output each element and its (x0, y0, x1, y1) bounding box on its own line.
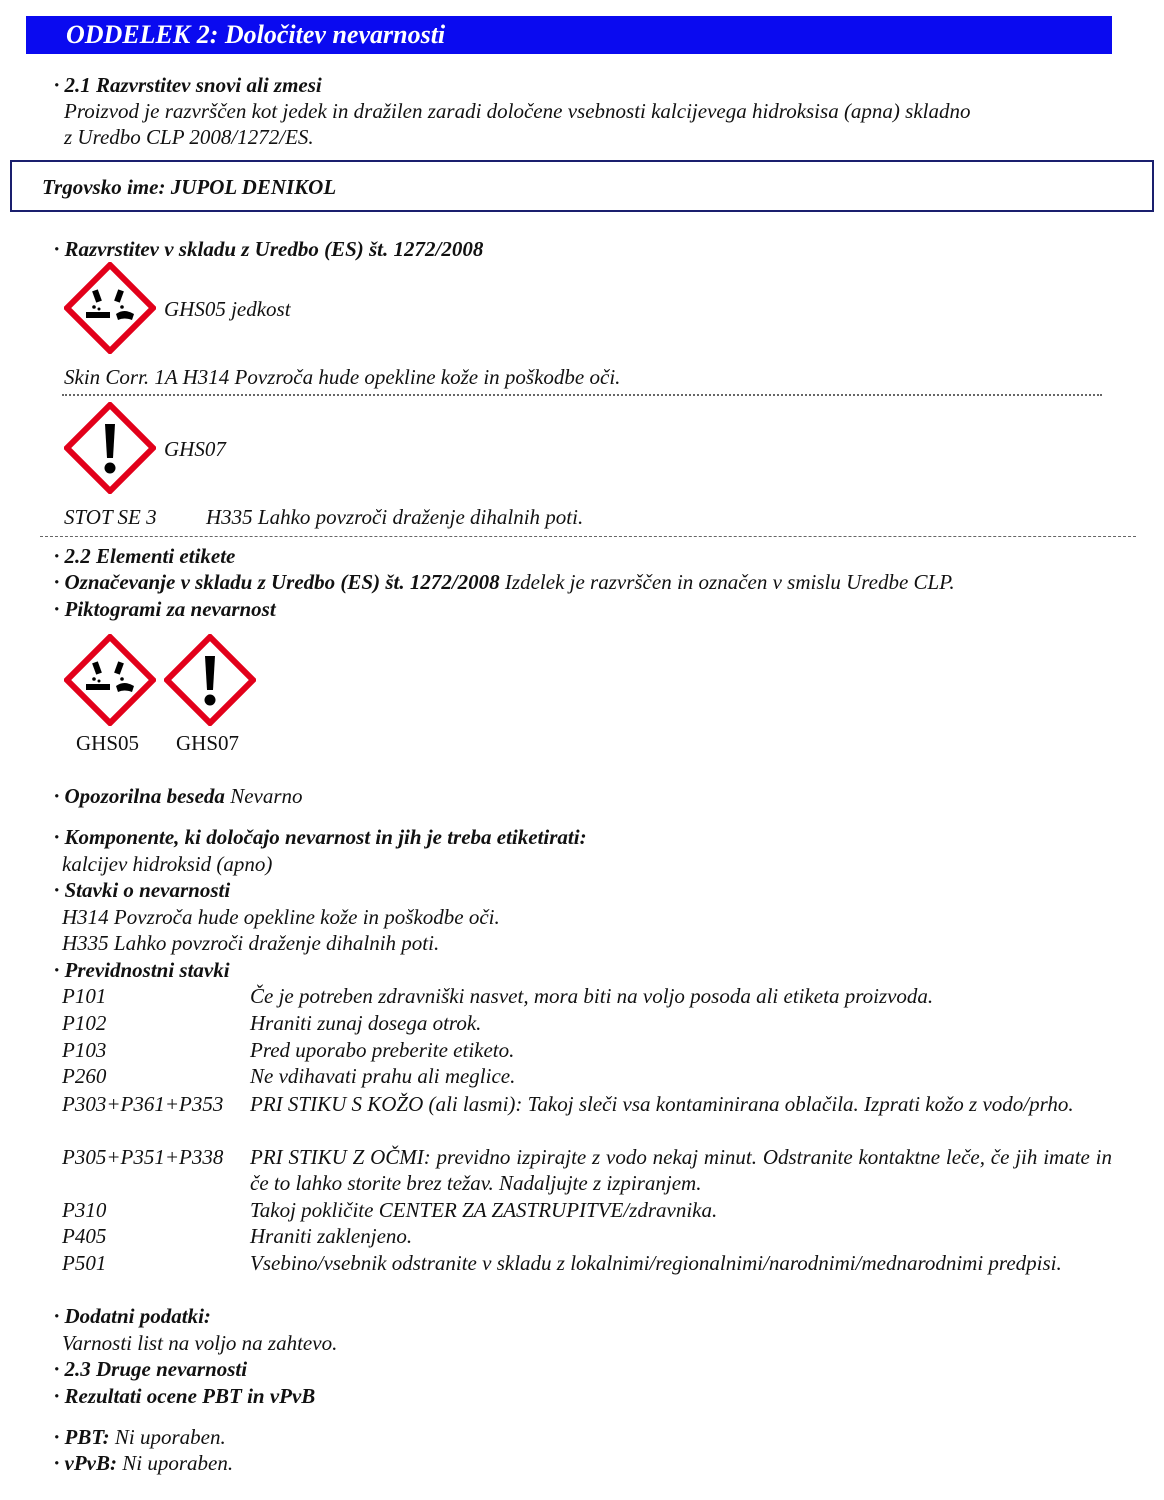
ghs05-label: GHS05 jedkost (164, 297, 291, 321)
precaution-code: P101 (62, 984, 107, 1008)
pictograms-heading: · Piktogrami za nevarnost (54, 597, 276, 621)
precaution-text: Če je potreben zdravniški nasvet, mora biti na voljo posoda ali etiketa proizvoda. (250, 984, 934, 1008)
precaution-code: P405 (62, 1224, 107, 1248)
precaution-code: P501 (62, 1251, 107, 1275)
trade-name-box (10, 160, 1154, 212)
section-title: ODDELEK 2: Določitev nevarnosti (66, 20, 446, 49)
labelling-line (54, 569, 955, 595)
precaution-code: P305+P351+P338 (62, 1145, 224, 1169)
corrosion-pictogram-icon (64, 634, 156, 726)
precaution-code: P303+P361+P353 (62, 1092, 224, 1116)
precaution-text: Hraniti zunaj dosega otrok. (250, 1011, 482, 1035)
exclamation-pictogram-icon (164, 634, 256, 726)
pbt-value: Ni uporaben. (109, 1425, 226, 1449)
additional-info-heading: · Dodatni podatki: (54, 1304, 211, 1328)
hazard-statement-h314: H314 Povzroča hude opekline kože in poškodbe oči. (62, 905, 500, 929)
dashed-divider (40, 536, 1136, 537)
precaution-text: Vsebino/vsebnik odstranite v skladu z lokalnimi/regionalnimi/narodnimi/mednarodnimi predpisi. (250, 1251, 1062, 1275)
vpvb-label: · vPvB: (54, 1451, 117, 1475)
precaution-text: Ne vdihavati prahu ali meglice. (250, 1064, 516, 1088)
heading-2-1: · 2.1 Razvrstitev snovi ali zmesi (54, 73, 322, 97)
skin-corr-line: Skin Corr. 1A H314 Povzroča hude opekline kože in poškodbe oči. (64, 365, 621, 389)
labelling-bold: · Označevanje v skladu z Uredbo (ES) št. 1272/2008 (54, 570, 500, 594)
section-header (26, 16, 1112, 54)
precautionary-heading: · Previdnostni stavki (54, 958, 230, 982)
classification-text-2: z Uredbo CLP 2008/1272/ES. (64, 125, 314, 149)
classification-heading: · Razvrstitev v skladu z Uredbo (ES) št. 1272/2008 (54, 237, 484, 261)
vpvb-line (54, 1450, 233, 1476)
pbt-line (54, 1424, 226, 1450)
hazard-statements-heading: · Stavki o nevarnosti (54, 878, 231, 902)
components-text: kalcijev hidroksid (apno) (62, 852, 273, 876)
precaution-code: P310 (62, 1198, 107, 1222)
ghs07-label: GHS07 (164, 437, 226, 461)
additional-info-text: Varnosti list na voljo na zahtevo. (62, 1331, 338, 1355)
pictogram-caption-ghs05: GHS05 (76, 731, 140, 755)
stot-code: STOT SE 3 (64, 505, 157, 529)
classification-text-1: Proizvod je razvrščen kot jedek in dražilen zaradi določene vsebnosti kalcijevega hidroksisa (apna) skladno (64, 99, 971, 123)
vpvb-value: Ni uporaben. (116, 1451, 234, 1475)
stot-text: H335 Lahko povzroči draženje dihalnih poti. (206, 505, 584, 529)
signal-word-label: · Opozorilna beseda (54, 784, 225, 808)
heading-2-2: · 2.2 Elementi etikete (54, 544, 236, 568)
pbt-results-heading: · Rezultati ocene PBT in vPvB (54, 1384, 316, 1408)
hazard-statement-h335: H335 Lahko povzroči draženje dihalnih poti. (62, 931, 440, 955)
precaution-text: Takoj pokličite CENTER ZA ZASTRUPITVE/zdravnika. (250, 1198, 718, 1222)
pbt-label: · PBT: (54, 1425, 110, 1449)
precaution-code: P260 (62, 1064, 107, 1088)
signal-word-value: Nevarno (224, 784, 303, 808)
exclamation-pictogram-icon (64, 402, 156, 494)
precaution-code: P102 (62, 1011, 107, 1035)
heading-2-3: · 2.3 Druge nevarnosti (54, 1357, 248, 1381)
corrosion-pictogram-icon (64, 262, 156, 354)
precaution-text: PRI STIKU S KOŽO (ali lasmi): Takoj sleči vsa kontaminirana oblačila. Izprati kožo z vodo/prho. (250, 1092, 1074, 1116)
precaution-text: Hraniti zaklenjeno. (250, 1224, 413, 1248)
trade-name: Trgovsko ime: JUPOL DENIKOL (42, 175, 337, 199)
components-heading: · Komponente, ki določajo nevarnost in jih je treba etiketirati: (54, 825, 587, 849)
pictogram-caption-ghs07: GHS07 (176, 731, 240, 755)
precaution-text: Pred uporabo preberite etiketo. (250, 1038, 515, 1062)
signal-word-line (54, 783, 303, 809)
precaution-text: PRI STIKU Z OČMI: previdno izpirajte z vodo nekaj minut. Odstranite kontaktne leče, če jih imate in če to lahko storite brez težav. Nadaljujte z izpiranjem. (250, 1145, 1112, 1195)
dotted-divider (62, 394, 1102, 396)
precaution-code: P103 (62, 1038, 107, 1062)
labelling-text: Izdelek je razvrščen in označen v smislu Uredbe CLP. (499, 570, 955, 594)
